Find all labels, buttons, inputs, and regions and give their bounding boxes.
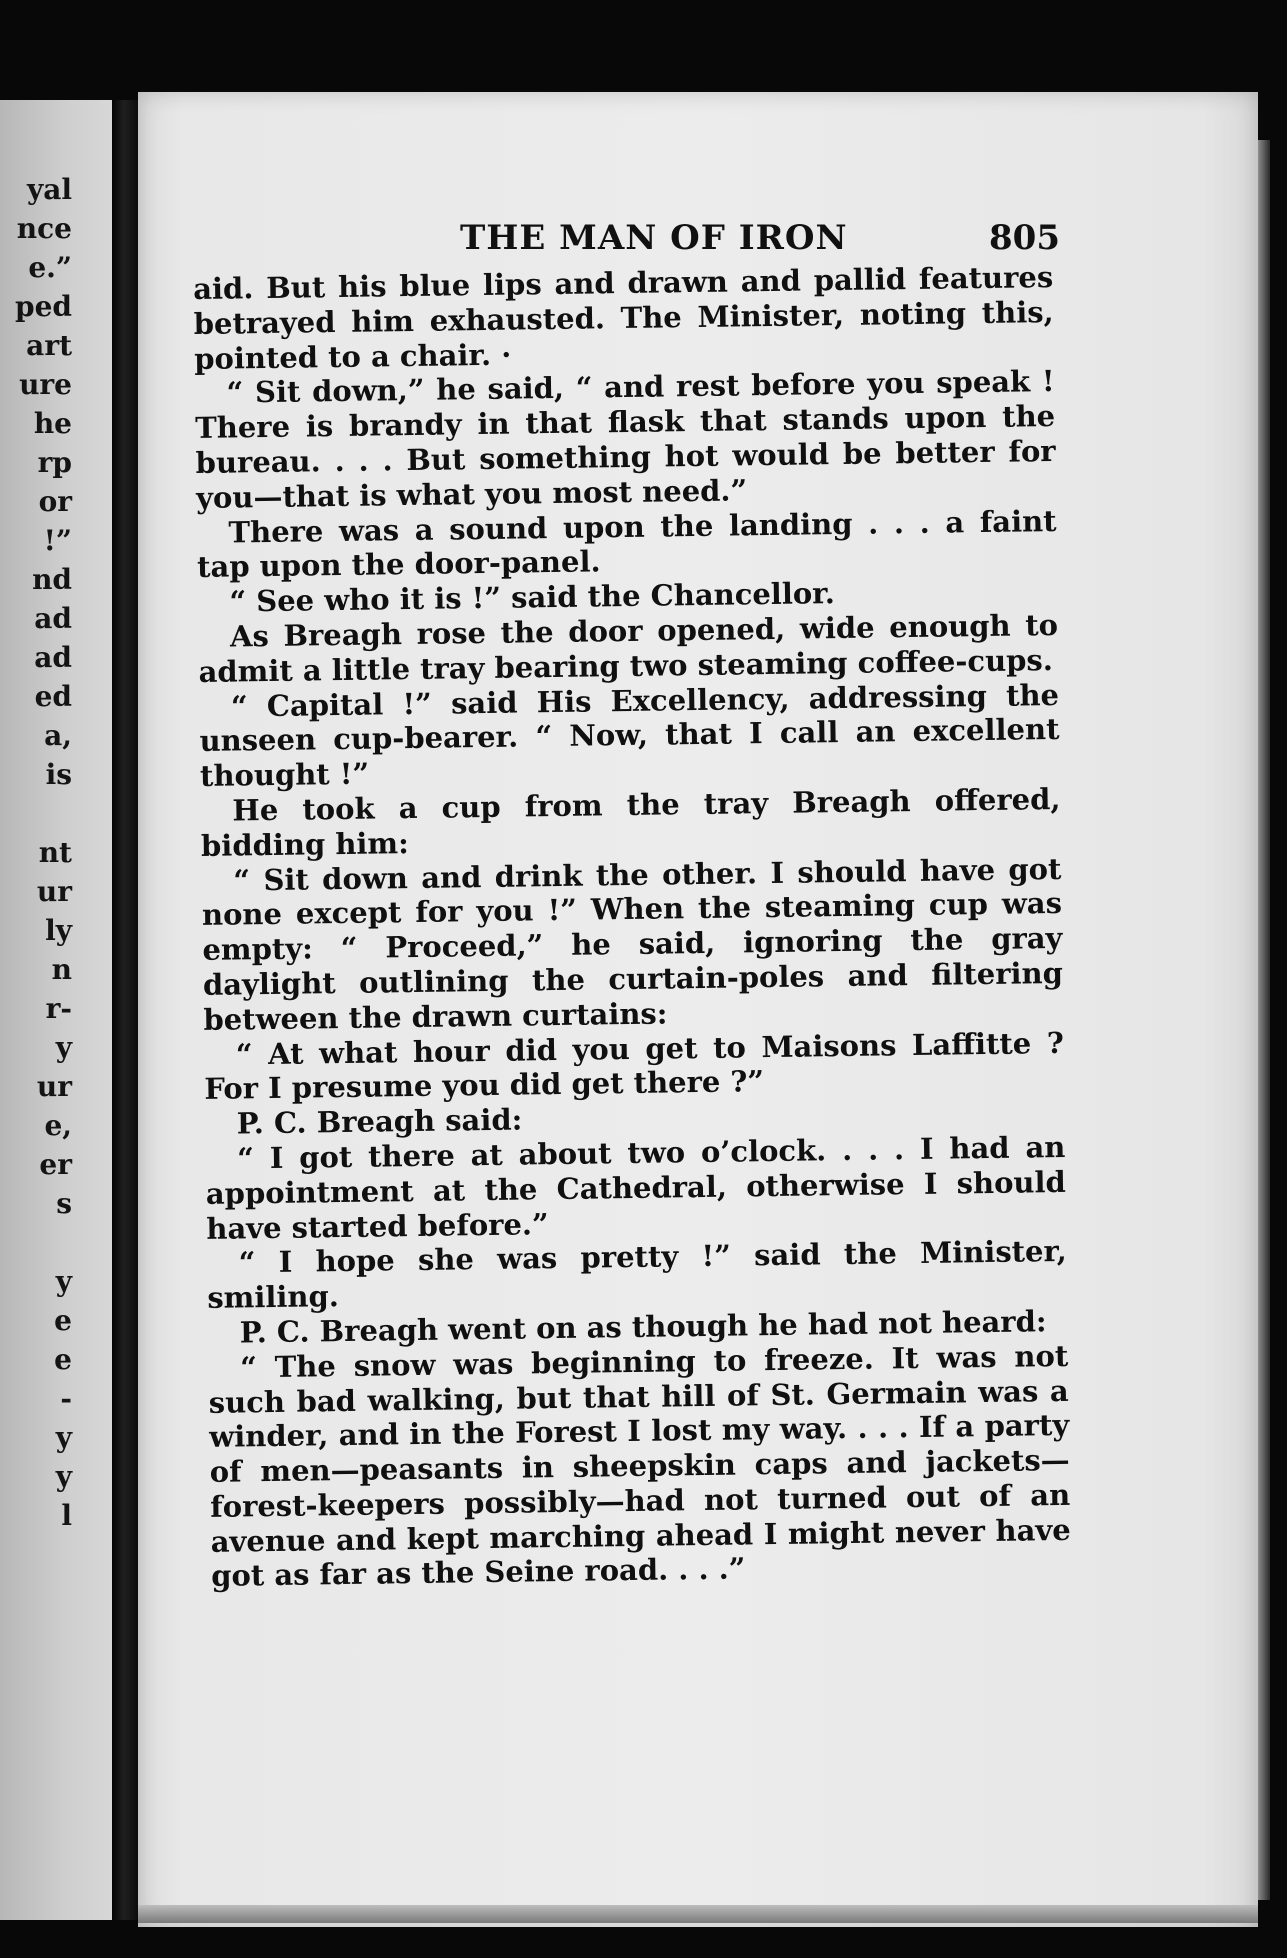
paragraph: As Breagh rose the door opened, wide enough to admit a little tray bearing two steaming coffee-cups.	[198, 607, 1059, 689]
facing-page-fragment: y	[55, 1460, 72, 1493]
facing-page-text-fragments	[0, 170, 112, 1770]
paragraph: “ I hope she was pretty !” said the Minister, smiling.	[207, 1234, 1067, 1316]
facing-page-fragment: ad	[34, 641, 72, 674]
paragraph: aid. But his blue lips and drawn and pallid features betrayed him exhausted. The Minister, noting this, pointed to a chair. ·	[193, 259, 1054, 376]
facing-page-fragment: rp	[37, 446, 72, 479]
paragraph: “ I got there at about two o’clock. . . . I had an appointment at the Cathedral, otherwise I should have started before.”	[205, 1129, 1067, 1246]
facing-page-fragment: er	[39, 1148, 72, 1181]
facing-page-fragment: or	[38, 485, 72, 518]
facing-page-fragment: s	[56, 1187, 72, 1220]
paragraph: “ Sit down and drink the other. I should have got none except for you !” When the steaming cup was empty: “ Proceed,” he said, ignoring the gray daylight outlining the curtain-poles and filtering between the drawn curtains:	[201, 851, 1064, 1037]
body-text	[193, 260, 1071, 1594]
book-gutter	[112, 100, 138, 1920]
facing-page-fragment: l	[61, 1499, 72, 1532]
paragraph: P. C. Breagh said:	[236, 1102, 523, 1141]
facing-page-fragment: a,	[44, 719, 72, 752]
facing-page-fragment: ure	[19, 368, 72, 401]
paragraph: “ At what hour did you get to Maisons Laffitte ? For I presume you did get there ?”	[204, 1025, 1065, 1107]
paragraph: “ Sit down,” he said, “ and rest before you speak ! There is brandy in that flask that stands upon the bureau. . . . But something hot would be better for you—that is what you most need.”	[194, 364, 1056, 515]
page-edge	[1258, 140, 1270, 1900]
paragraph: “ The snow was beginning to freeze. It was not such bad walking, but that hill of St. Germain was a winder, and in the Forest I lost my way. . . . If a party of men—peasants in sheepskin caps and jackets—forest-keepers possibly—had not turned out of an avenue and kept marching ahead I might never have got as far as the Seine road. . . .”	[208, 1338, 1071, 1594]
page-bottom-edge	[138, 1905, 1258, 1923]
facing-page-fragment: -	[60, 1382, 72, 1415]
facing-page-fragment: art	[26, 329, 72, 362]
facing-page-fragment: e	[54, 1304, 72, 1337]
facing-page-fragment: nce	[16, 212, 72, 245]
facing-page-fragment: ur	[36, 875, 72, 908]
facing-page-fragment: ped	[15, 290, 72, 323]
facing-page-fragment: e	[54, 1343, 72, 1376]
facing-page-fragment: !”	[43, 524, 72, 557]
paragraph: “ Capital !” said His Excellency, addressing the unseen cup-bearer. “ Now, that I call an excellent thought !”	[199, 677, 1060, 794]
facing-page-fragment: ed	[34, 680, 72, 713]
facing-page-fragment: yal	[26, 173, 72, 206]
paragraph: There was a sound upon the landing . . . a faint tap upon the door-panel.	[196, 503, 1057, 585]
facing-page-fragment: ur	[36, 1070, 72, 1103]
facing-page-fragment: nt	[38, 836, 72, 869]
facing-page-fragment: y	[55, 1265, 72, 1298]
paragraph: P. C. Breagh went on as though he had not heard:	[239, 1304, 1047, 1350]
facing-page-fragment: ad	[34, 602, 72, 635]
facing-page-fragment: e.”	[28, 251, 72, 284]
facing-page-fragment	[0, 794, 112, 833]
paragraph: He took a cup from the tray Breagh offered, bidding him:	[200, 781, 1061, 863]
page-number: 805	[989, 218, 1060, 258]
facing-page-fragment: is	[45, 758, 72, 791]
facing-page-fragment: n	[51, 953, 72, 986]
facing-page-fragment: he	[33, 407, 72, 440]
facing-page-fragment: nd	[32, 563, 72, 596]
running-title: THE MAN OF IRON	[460, 218, 848, 258]
facing-page-fragment: y	[55, 1421, 72, 1454]
facing-page-fragment	[0, 1223, 112, 1262]
facing-page-fragment: y	[55, 1031, 72, 1064]
facing-page-fragment: ly	[45, 914, 72, 947]
facing-page-fragment: r-	[45, 992, 72, 1025]
paragraph: “ See who it is !” said the Chancellor.	[229, 576, 836, 619]
facing-page-fragment: e,	[44, 1109, 72, 1142]
